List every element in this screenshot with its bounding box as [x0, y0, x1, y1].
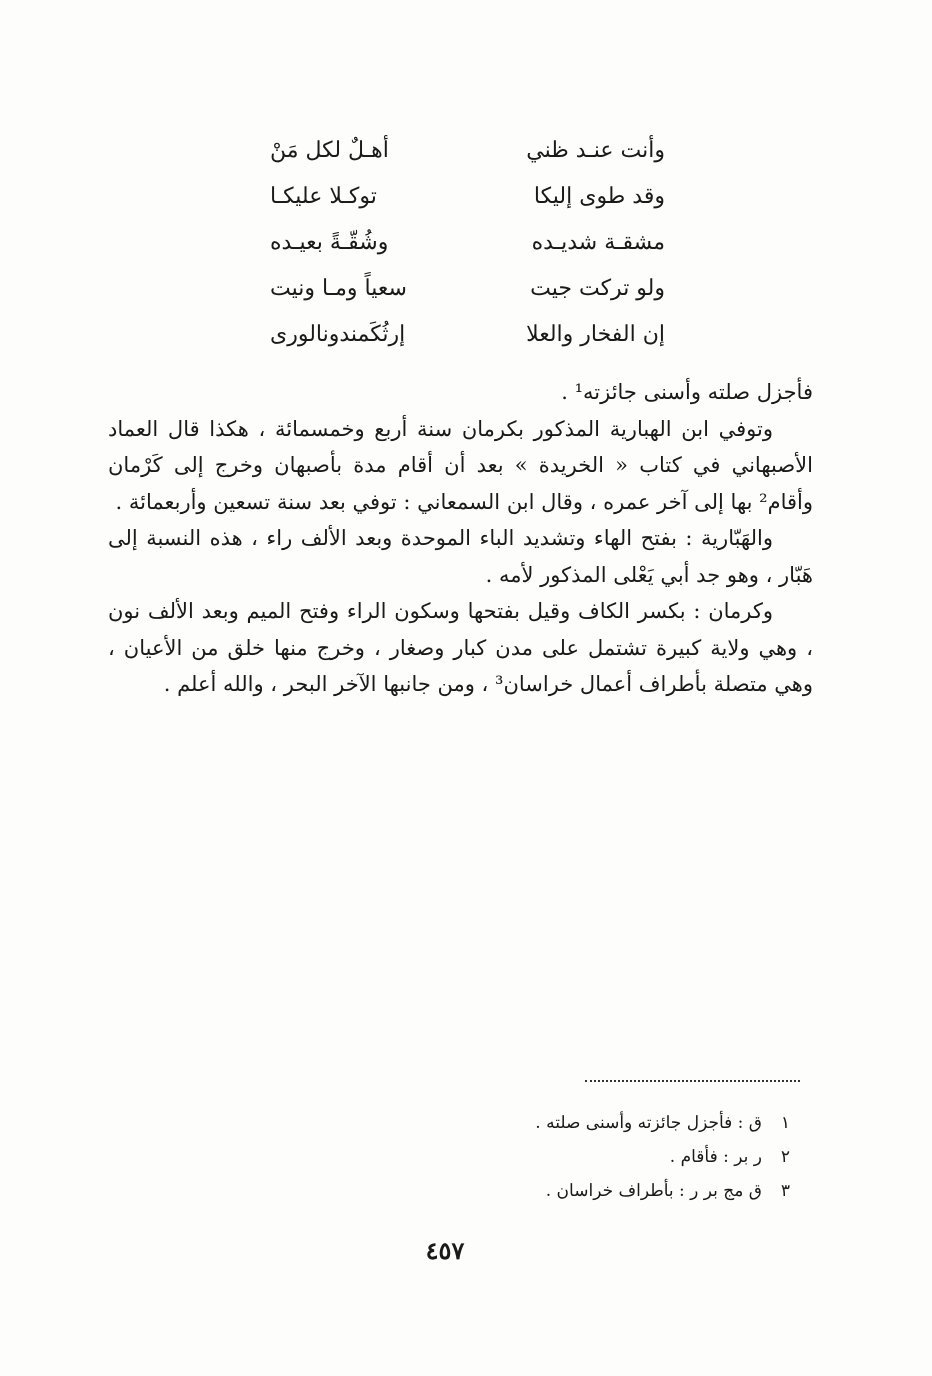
- page-number: ٤٥٧: [425, 1236, 465, 1265]
- verse-first-hemistich: مشقـة شديـده: [531, 230, 665, 255]
- verse-line: [270, 266, 665, 312]
- footnote-item: [450, 1106, 790, 1140]
- footnote-text: ر بر : فأقام .: [669, 1147, 762, 1167]
- verse-second-hemistich: توكـلا عليكـا: [270, 184, 377, 209]
- verse-second-hemistich: سعياً ومـا ونيت: [270, 276, 407, 301]
- prose-paragraph: فأجزل صلته وأسنى جائزته¹ .: [561, 380, 813, 404]
- footnote-item: [450, 1174, 790, 1208]
- footnote-item: [450, 1140, 790, 1174]
- prose-paragraph: وتوفي ابن الهبارية المذكور بكرمان سنة أربع وخمسمائة ، هكذا قال العماد الأصبهاني في كتاب « الخريدة » بعد أن أقام مدة بأصبهان وخرج إلى كَرْمان وأقام² بها إلى آخر عمره ، وقال ابن السمعاني : توفي بعد سنة تسعين وأربعمائة .: [108, 416, 813, 514]
- poem-block: [270, 128, 665, 358]
- footnote-number: ١: [780, 1113, 790, 1133]
- prose-paragraph: وكرمان : بكسر الكاف وقيل بفتحها وسكون الراء وفتح الميم وبعد الألف نون ، وهي ولاية كبيرة تشتمل على مدن كبار وصغار ، وخرج منها خلق من الأعيان ، وهي متصلة بأطراف أعمال خراسان³ ، ومن جانبها الآخر البحر ، والله أعلم .: [108, 599, 813, 696]
- footnote-text: ق : فأجزل جائزته وأسنى صلته .: [535, 1113, 762, 1133]
- verse-second-hemistich: وشُقّـةً بعيـده: [270, 230, 389, 255]
- verse-first-hemistich: إن الفخار والعلا: [526, 322, 665, 347]
- verse-second-hemistich: أهـلٌ لكل مَنْ: [270, 138, 389, 163]
- footnote-number: ٣: [780, 1181, 790, 1201]
- footnote-number: ٢: [780, 1147, 790, 1167]
- footnote-text: ق مج بر ر : بأطراف خراسان .: [545, 1181, 762, 1201]
- footnotes-block: [450, 1106, 790, 1208]
- verse-line: [270, 220, 665, 266]
- verse-first-hemistich: وأنت عنـد ظني: [526, 138, 665, 163]
- verse-line: [270, 128, 665, 174]
- footnote-separator: [585, 1080, 800, 1082]
- verse-first-hemistich: ولو تركت جيت: [530, 276, 665, 301]
- verse-first-hemistich: وقد طوى إليكا: [533, 184, 665, 209]
- verse-line: [270, 312, 665, 358]
- prose-paragraph: والهَبّارية : بفتح الهاء وتشديد الباء الموحدة وبعد الألف راء ، هذه النسبة إلى هَبّار ، وهو جد أبي يَعْلى المذكور لأمه .: [108, 526, 813, 587]
- prose-body: [108, 374, 813, 703]
- verse-line: [270, 174, 665, 220]
- verse-second-hemistich: إرثُكَمندونالورى: [270, 322, 406, 347]
